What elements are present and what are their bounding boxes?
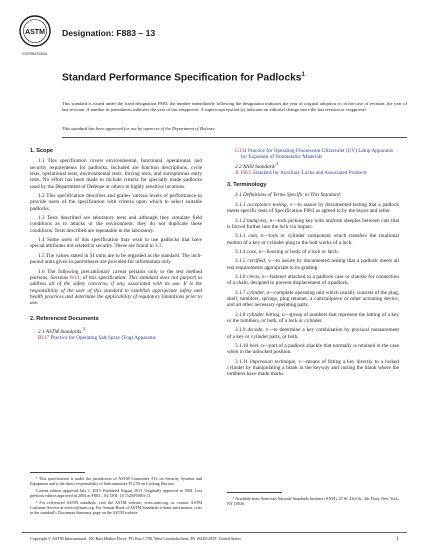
definition-term: cylinder bitting,	[246, 311, 281, 318]
para-1-6: 1.6 The following precautionary caveat pertains only to the test method portions, Sections 8-11, of this specification: This standard does not purport to address all of the safety concerns, if any, associated with its use. It is the responsibility of the user of this standard to establish appropriate safety and health practices and determine the applicability of regulatory limitations prior to use.	[30, 268, 203, 307]
footnote-divider-right	[227, 492, 282, 493]
section-3-heading: 3. Terminology	[227, 182, 267, 189]
title-footnote-mark: 1	[301, 72, 305, 78]
footnote-2: ² For referenced ASTM standards, visit the ASTM website, www.astm.org, or contact ASTM Customer Service at service@astm.org. For Annual Book of ASTM Standards volume information, refer to the standard’s Document Summary page on the ASTM website.	[30, 500, 202, 515]
definition-item: 3.1.5 certified, v—to assure by documented testing that a padlock meets all test requirements appropriate to its grading.	[227, 258, 399, 271]
footnote-1-edition: Current edition approved July 1, 2013. Published August 2013. Originally approved in 1984. Last previous edition approved in 2004 as F883 – 04. DOI: 10.1520/F0883-13.	[30, 488, 202, 498]
section-2-heading: 2. Referenced Documents	[30, 315, 99, 322]
para-1-3: 1.3 Tests described are laboratory tests and although they simulate field conditions as to attacks or the environment, they do not duplicate these conditions. Tests described are repeatable in the laboratory.	[30, 215, 202, 234]
definition-item: 3.1.2 bump key, n—lock picking key with uniform steeples between cuts that is forced further into the lock via impact.	[227, 217, 400, 230]
sub-2-2: 2.2 ANSI Standard:$^3$	[235, 160, 279, 170]
definition-item: 3.1.7 cylinder, n—complete operating unit which usually consists of the plug, shell, tumblers, springs, plug retainer, a cam/tailpiece or other actuating device, and all other necessary operating parts.	[227, 289, 400, 309]
definition-term: decode,	[247, 327, 264, 334]
definition-item: 3.1.9 decode, v—to determine a key combination by physical measurement of a key or cylinder parts, or both.	[227, 327, 400, 340]
footnotes-left	[30, 476, 202, 517]
svg-text:INTERNATIONAL: INTERNATIONAL	[22, 52, 48, 56]
page-title	[62, 69, 402, 84]
definition-term: cylinder,	[246, 289, 265, 296]
page-number: 1	[396, 536, 399, 542]
copyright-notice: Copyright © ASTM International, 100 Barr Harbor Drive, PO Box C700, West Conshohocken, PA 19428-2959. United States	[30, 536, 241, 541]
definition-term: cam,	[248, 233, 259, 240]
definition-term: certified,	[247, 258, 267, 265]
ref-a156-5[interactable]: A 156.5 Standard for Auxiliary Locks and Associated Products	[235, 169, 367, 176]
standard-notice: This standard is issued under the fixed designation F883; the number immediately following the designation indicates the year of original adoption or, in the case of revision, the year of last revision. A number in parentheses indicates the year of last reapproval. A superscript epsilon (ε) indicates an editorial change since the last revision or reapproval.	[62, 101, 407, 112]
footnote-3: ³ Available from American National Standards Institute (ANSI), 25 W. 43rd St., 4th Floor, New York, NY 10036.	[227, 496, 399, 506]
definition-item: 3.1.11 impression technique, v—means of fitting a key directly to a locked cylinder by manipulating a blank in the keyway and cutting the blank where the tumblers have made marks.	[227, 358, 399, 378]
footnote-divider-left	[30, 472, 85, 473]
ref-b117[interactable]: B117 Practice for Operating Salt Spray (Fog) Apparatus	[38, 335, 156, 341]
definition-item: 3.1.3 cam, n—lock or cylinder component which transfers the rotational motion of a key or cylinder plug to the bolt works of a lock.	[227, 233, 399, 246]
footnote-1: ¹ This specification is under the jurisdiction of ASTM Committee F12 on Security Systems and Equipment and is the direct responsibility of Subcommittee F12.50 on Locking Devices.	[30, 476, 202, 486]
ref-g154[interactable]: G154 Practice for Operating Fluorescent Ultraviolet (UV) Lamp Apparatus for Exposure of Nonmetallic Materials	[235, 148, 394, 161]
definition-term: heel,	[249, 343, 260, 349]
title-text: Standard Performance Specification for Padlocks	[62, 72, 302, 84]
definitions-list	[227, 202, 399, 378]
right-column	[227, 148, 399, 381]
left-column	[30, 148, 202, 341]
para-1-5: 1.5 The values stated in SI units are to be regarded as the standard. The inch-pound units given in parentheses are provided for information only.	[30, 252, 202, 266]
definition-term: case,	[246, 248, 258, 255]
para-1-2: 1.2 This specification describes and grades various levels of performance to provide users of the specification with criteria upon which to select suitable padlocks.	[30, 193, 202, 212]
para-1-1: 1.1 This specification covers environmental, functional, operational, and security requirements for padlocks. Included are function descriptions, cycle tests, operational tests, environmental tests, forcing tests, and surreptitious entry tests. No effort has been made to include criteria for specially made padlocks used by the Department of Defense or others in highly sensitive locations.	[30, 158, 202, 190]
dod-notice: This standard has been approved for use by agencies of the Department of Defense.	[62, 126, 216, 131]
definition-item: 3.1.4 case, n—housing or body of a lock or latch.	[235, 248, 339, 255]
def-intro: 3.1 Definitions of Terms Specific to This Standard:	[235, 192, 342, 199]
footer-divider	[22, 532, 407, 533]
definition-item: 3.1.8 cylinder bitting, n—group of numbers that represent the bitting of a key or the tumblers, or both, of a lock or cylinder.	[227, 311, 399, 324]
astm-logo	[18, 14, 52, 58]
para-1-4: 1.4 Some users of this specification may wish to use padlocks that have special attributes not related to security. These are found in 4.3.	[30, 237, 202, 250]
definition-term: clevis,	[247, 273, 261, 280]
definition-item: 3.1.1 acceptance testing, v—to assure by documented testing that a padlock meets specific tests of Specification F883 as agreed to by the buyer and seller.	[227, 201, 400, 215]
link-sections-8-11[interactable]: 8-11	[70, 274, 80, 281]
definition-term: bump key,	[247, 217, 269, 224]
sub-2-1: 2.1 ASTM Standards:$^2$	[38, 325, 86, 335]
link-4-3[interactable]: 4.3	[155, 243, 162, 250]
definition-term: acceptance testing,	[247, 201, 288, 208]
svg-text:ASTM: ASTM	[25, 29, 45, 36]
section-1-heading: 1. Scope	[30, 148, 54, 154]
header-divider	[62, 137, 407, 138]
definition-item: 3.1.6 clevis, n—fastener attached to a padlock case or shackle for connection of a chain, designed to prevent displacement of a padlock.	[227, 273, 399, 287]
definition-item: 3.1.10 heel, n—part of a padlock shackle that normally is retained in the case when in the unlocked position.	[227, 343, 400, 356]
designation: Designation: F883 – 13	[62, 28, 156, 38]
definition-term: impression technique,	[249, 358, 297, 365]
footnotes-right	[227, 496, 399, 508]
